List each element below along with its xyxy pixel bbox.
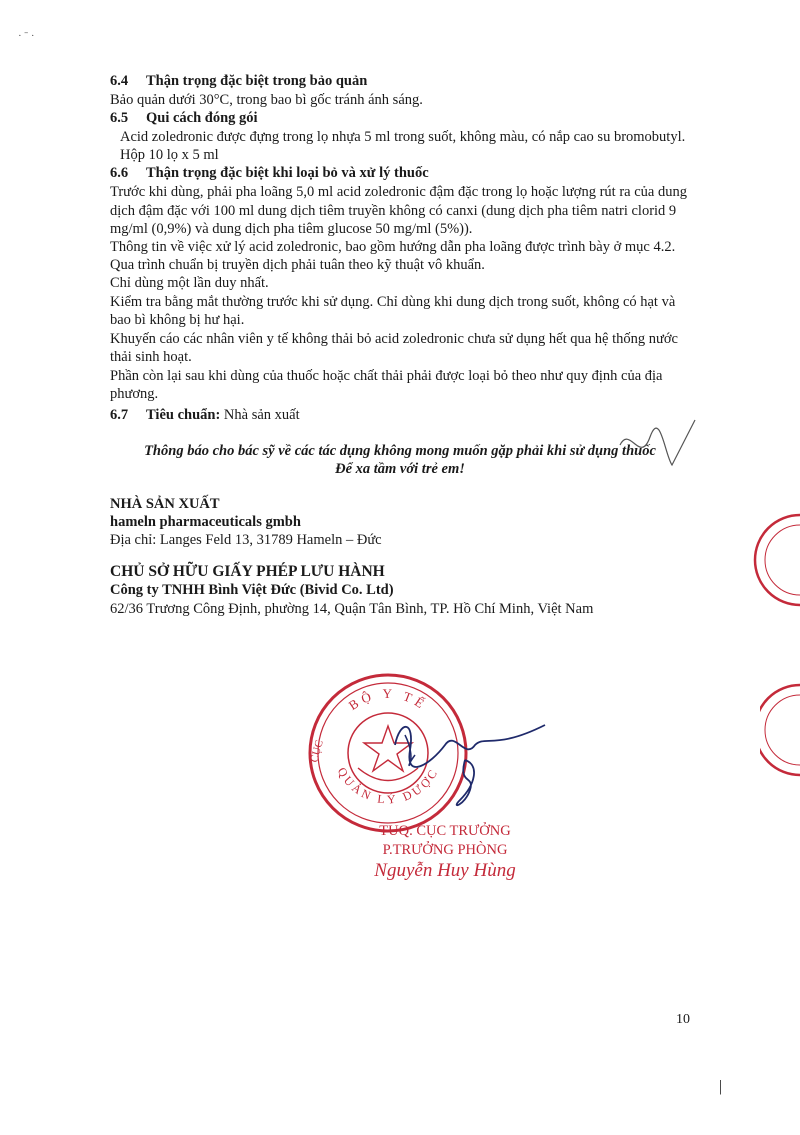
corner-mark: | [719, 1078, 723, 1095]
section-number: 6.7 [110, 407, 129, 423]
section-6-6-line: Khuyến cáo các nhân viên y tế không thải bỏ acid zoledronic chưa sử dụng hết qua hệ thống nước [110, 331, 678, 347]
section-6-6-line: Phần còn lại sau khi dùng của thuốc hoặc chất thải phải được loại bỏ theo như quy định của địa [110, 368, 663, 384]
stamp-text-left: CỤC [308, 738, 326, 764]
section-6-6-line: mg/ml (0,9%) và dung dịch pha tiêm glucose 50 mg/ml (5%)). [110, 221, 473, 237]
handwritten-mark-icon [610, 415, 700, 485]
edge-stamp-icon [752, 510, 800, 610]
section-6-6-line: bao bì không bị hư hại. [110, 312, 245, 328]
section-6-6-line: thải sinh hoạt. [110, 349, 192, 365]
stamp-text-top: BỘ Y TẾ [345, 685, 431, 714]
signer-title-2: P.TRƯỞNG PHÒNG [382, 842, 508, 858]
scan-specks: · ˉ · [18, 30, 35, 42]
license-holder-heading: CHỦ SỞ HỮU GIẤY PHÉP LƯU HÀNH [110, 563, 385, 580]
section-6-4-heading [110, 73, 367, 90]
section-6-6-line: phương. [110, 386, 159, 402]
manufacturer-name: hameln pharmaceuticals gmbh [110, 514, 301, 530]
license-holder-name: Công ty TNHH Bình Việt Đức (Bivid Co. Ltd) [110, 582, 394, 598]
standard-label: Tiêu chuẩn: [146, 407, 221, 423]
section-6-5-line: Hộp 10 lọ x 5 ml [120, 147, 219, 163]
standard-value: Nhà sản xuất [223, 407, 300, 423]
section-title: Thận trọng đặc biệt trong bảo quản [146, 73, 368, 89]
manufacturer-address: Địa chỉ: Langes Feld 13, 31789 Hameln – Đức [110, 532, 382, 548]
section-6-6-line: dịch đậm đặc với 100 ml dung dịch tiêm truyền không có canxi (dung dịch pha tiêm natri clorid 9 [110, 203, 677, 219]
signer-title-1: TUQ. CỤC TRƯỞNG [379, 823, 511, 839]
section-title: Qui cách đóng gói [146, 110, 258, 126]
section-6-6-line: Chỉ dùng một lần duy nhất. [110, 275, 269, 291]
manufacturer-heading: NHÀ SẢN XUẤT [110, 496, 220, 512]
section-6-7 [110, 407, 300, 424]
section-6-5-heading [110, 110, 258, 127]
section-number: 6.4 [110, 73, 129, 89]
section-6-6-line: Kiểm tra bằng mắt thường trước khi sử dụng. Chỉ dùng khi dung dịch trong suốt, không có hạt và [110, 294, 676, 310]
section-number: 6.5 [110, 110, 129, 126]
section-title: Thận trọng đặc biệt khi loại bỏ và xử lý thuốc [146, 165, 429, 181]
section-number: 6.6 [110, 165, 129, 181]
section-6-4-line: Bảo quản dưới 30°C, trong bao bì gốc tránh ánh sáng. [110, 92, 423, 108]
signer-name: Nguyễn Huy Hùng [374, 860, 516, 881]
section-6-6-line: Thông tin về việc xử lý acid zoledronic, bao gồm hướng dẫn pha loãng được trình bày ở mục 4.2. [110, 239, 676, 255]
edge-stamp-icon [760, 680, 800, 780]
section-6-5-line: Acid zoledronic được đựng trong lọ nhựa 5 ml trong suốt, không màu, có nắp cao su bromobutyl. [120, 129, 686, 145]
handwritten-signature-icon [370, 705, 550, 815]
section-6-6-heading [110, 165, 429, 182]
section-6-6-line: Trước khi dùng, phải pha loãng 5,0 ml acid zoledronic đậm đặc trong lọ hoặc lượng rút ra của dung [110, 184, 687, 200]
license-holder-address: 62/36 Trương Công Định, phường 14, Quận Tân Bình, TP. Hồ Chí Minh, Việt Nam [110, 601, 594, 617]
doctor-notice: Thông báo cho bác sỹ về các tác dụng không mong muốn gặp phải khi sử dụng thuốc [144, 443, 656, 459]
stamp-text-bottom: QUẢN LÝ DƯỢC [334, 764, 442, 807]
child-warning: Để xa tầm với trẻ em! [335, 461, 465, 477]
section-6-6-line: Qua trình chuẩn bị truyền dịch phải tuân theo kỹ thuật vô khuẩn. [110, 257, 485, 273]
page-number: 10 [676, 1012, 690, 1027]
